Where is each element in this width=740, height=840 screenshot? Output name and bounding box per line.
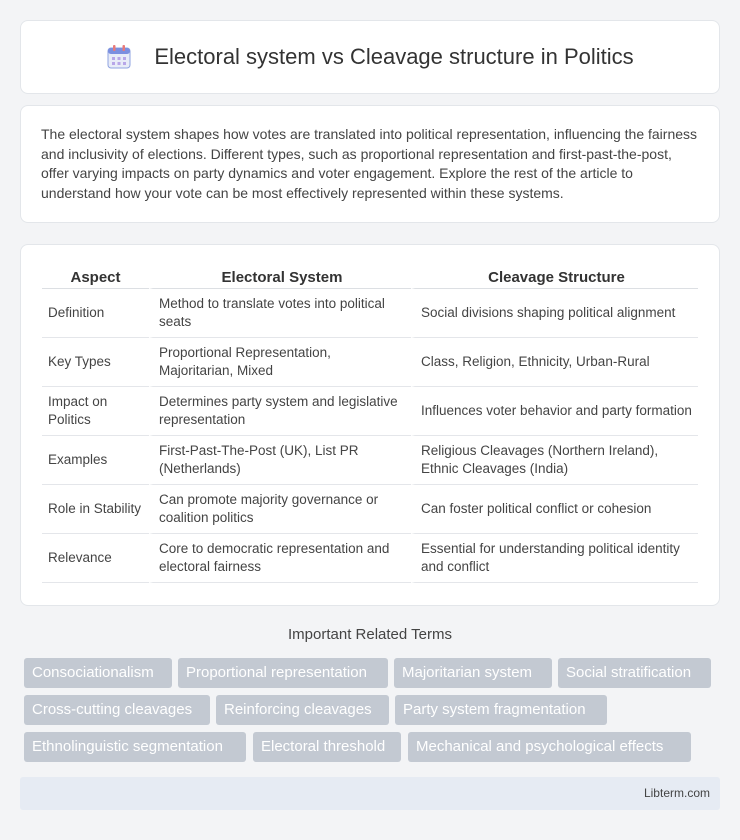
term-tag[interactable]: Reinforcing cleavages (216, 695, 389, 725)
table-header-row (42, 265, 698, 289)
term-tag[interactable]: Ethnolinguistic segmentation (24, 732, 246, 762)
term-tag[interactable]: Party system fragmentation (395, 695, 607, 725)
table-cell: Influences voter behavior and party formation (411, 387, 698, 436)
term-tag[interactable]: Cross-cutting cleavages (24, 695, 210, 725)
table-cell: Method to translate votes into political seats (149, 289, 411, 338)
title-card (20, 20, 720, 94)
table-row (42, 534, 698, 583)
page-title: Electoral system vs Cleavage structure in Politics (154, 44, 634, 69)
term-tag[interactable]: Electoral threshold (253, 732, 401, 762)
table-cell: Core to democratic representation and electoral fairness (149, 534, 411, 583)
header-aspect: Aspect (42, 265, 149, 289)
intro-paragraph: The electoral system shapes how votes are translated into political representation, influencing the fairness and inclusivity of elections. Different types, such as proportional representation and first-past-the-post, offer varying impacts on party dynamics and voter engagement. Explore the rest of the article to understand how your vote can be most effectively represented within these systems. (41, 126, 698, 201)
table-cell: Class, Religion, Ethnicity, Urban-Rural (411, 338, 698, 387)
table-cell: Essential for understanding political identity and conflict (411, 534, 698, 583)
table-row (42, 436, 698, 485)
term-tag[interactable]: Proportional representation (178, 658, 388, 688)
calendar-icon (106, 44, 132, 70)
table-cell: Impact on Politics (42, 387, 149, 436)
footer (20, 777, 720, 810)
table-cell: Religious Cleavages (Northern Ireland), Ethnic Cleavages (India) (411, 436, 698, 485)
table-cell: Proportional Representation, Majoritarian, Mixed (149, 338, 411, 387)
comparison-table-card (20, 244, 720, 606)
term-tag[interactable]: Social stratification (558, 658, 711, 688)
table-row (42, 485, 698, 534)
table-cell: Definition (42, 289, 149, 338)
table-cell: Can promote majority governance or coalition politics (149, 485, 411, 534)
term-tag[interactable]: Mechanical and psychological effects (408, 732, 691, 762)
table-cell: Social divisions shaping political alignment (411, 289, 698, 338)
comparison-table (42, 265, 698, 583)
related-terms-title: Important Related Terms (288, 626, 452, 643)
header-cleavage-structure: Cleavage Structure (411, 265, 698, 289)
table-cell: Examples (42, 436, 149, 485)
table-row (42, 289, 698, 338)
footer-site-link[interactable]: Libterm.com (643, 786, 710, 800)
table-cell: Relevance (42, 534, 149, 583)
table-cell: Determines party system and legislative representation (149, 387, 411, 436)
header-electoral-system: Electoral System (149, 265, 411, 289)
table-cell: Key Types (42, 338, 149, 387)
term-tag[interactable]: Consociationalism (24, 658, 172, 688)
term-tag[interactable]: Majoritarian system (394, 658, 552, 688)
table-cell: First-Past-The-Post (UK), List PR (Netherlands) (149, 436, 411, 485)
intro-card (20, 105, 720, 223)
table-row (42, 387, 698, 436)
table-cell: Can foster political conflict or cohesion (411, 485, 698, 534)
table-row (42, 338, 698, 387)
table-cell: Role in Stability (42, 485, 149, 534)
